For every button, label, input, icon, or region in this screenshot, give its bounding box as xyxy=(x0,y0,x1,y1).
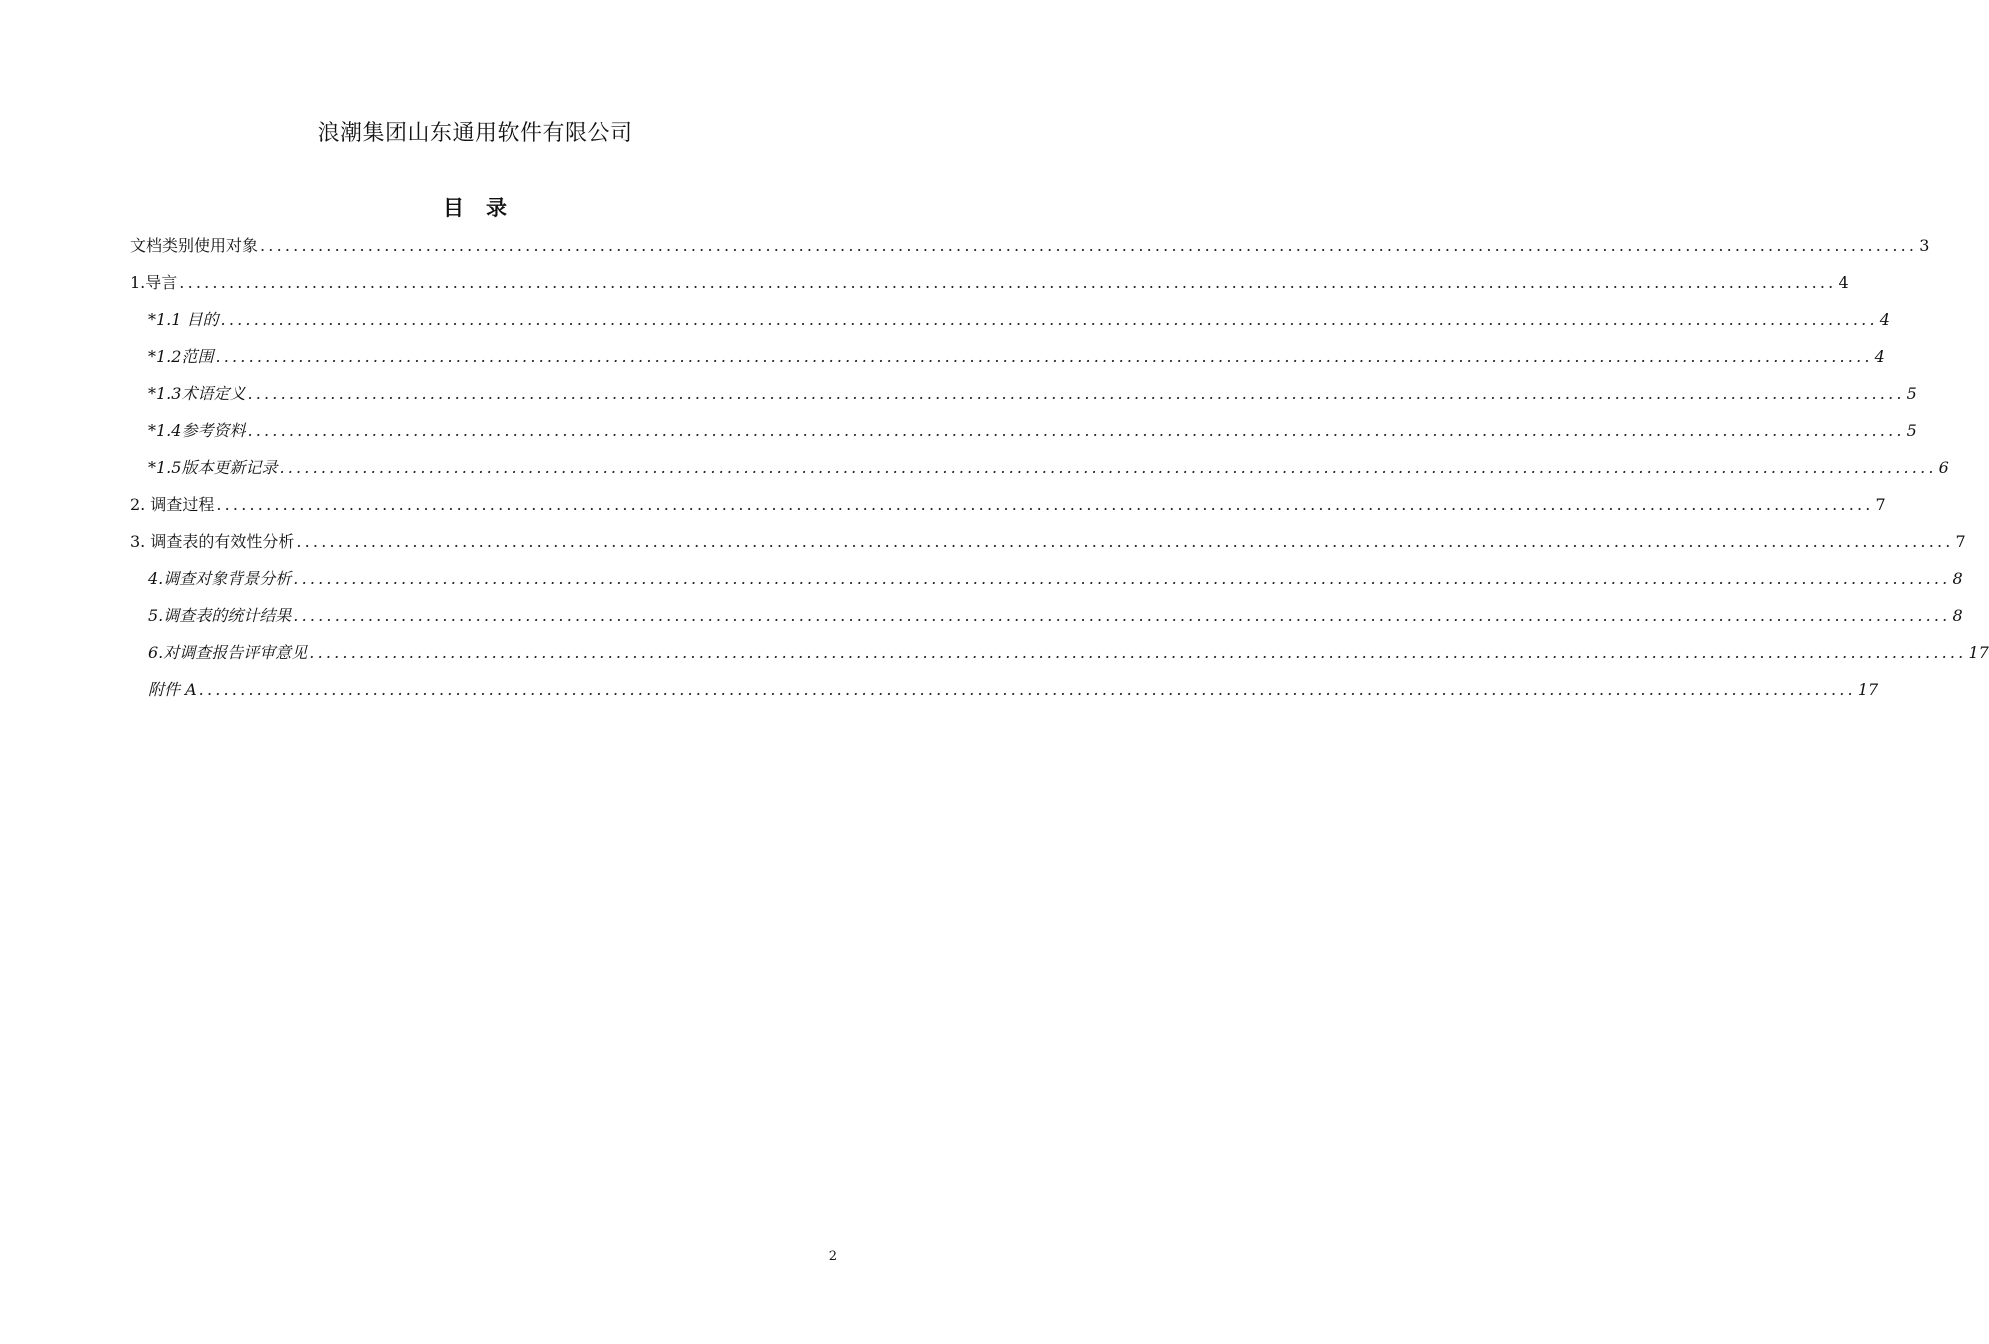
toc-entry-label: 6.对调查报告评审意见 xyxy=(148,643,308,662)
toc-entry-label: *1.3术语定义 xyxy=(148,384,246,403)
toc-leader-dots: ........................................................................................................................................................................................................ xyxy=(216,495,1874,514)
toc-leader-dots: ........................................................................................................................................................................................................ xyxy=(220,310,1878,329)
toc-entry[interactable] xyxy=(130,234,1930,271)
toc-leader-dots: ........................................................................................................................................................................................................ xyxy=(215,347,1873,366)
toc-entry-label: *1.4参考资料 xyxy=(148,421,246,440)
toc-entry[interactable] xyxy=(130,567,1963,604)
toc-entry[interactable] xyxy=(130,382,1917,419)
toc-entry-label: 附件 A xyxy=(148,680,197,699)
toc-leader-dots: ........................................................................................................................................................................................................ xyxy=(247,421,1905,440)
toc-entry-page: 17 xyxy=(1968,643,1989,662)
toc-entry-label: 3. 调查表的有效性分析 xyxy=(130,532,295,551)
toc-leader-dots: ........................................................................................................................................................................................................ xyxy=(296,532,1954,551)
page-number: 2 xyxy=(828,1249,837,1264)
toc-leader-dots: ........................................................................................................................................................................................................ xyxy=(179,273,1837,292)
toc-leader-dots: ........................................................................................................................................................................................................ xyxy=(198,680,1856,699)
toc-leader-dots: ........................................................................................................................................................................................................ xyxy=(247,384,1905,403)
toc-entry-page: 8 xyxy=(1952,606,1963,625)
toc-entry-label: 文档类别使用对象 xyxy=(130,236,259,255)
toc-entry-page: 8 xyxy=(1952,569,1963,588)
toc-entry-page: 7 xyxy=(1955,532,1966,551)
toc-entry-page: 17 xyxy=(1857,680,1879,699)
toc-entry[interactable] xyxy=(130,308,1890,345)
toc-entry-page: 5 xyxy=(1906,384,1917,403)
toc-leader-dots: ........................................................................................................................................................................................................ xyxy=(293,569,1951,588)
toc-entry[interactable] xyxy=(130,271,1849,308)
toc-entry-label: 2. 调查过程 xyxy=(130,495,215,514)
toc-leader-dots: ........................................................................................................................................................................................................ xyxy=(260,236,1918,255)
toc-entry[interactable] xyxy=(130,641,1989,678)
table-of-contents xyxy=(130,234,1989,715)
toc-entry-page: 4 xyxy=(1874,347,1885,366)
toc-entry[interactable] xyxy=(130,604,1963,641)
toc-heading xyxy=(0,192,950,222)
toc-leader-dots: ........................................................................................................................................................................................................ xyxy=(309,643,1967,662)
company-name: 浪潮集团山东通用软件有限公司 xyxy=(317,121,633,146)
toc-entry[interactable] xyxy=(130,345,1885,382)
toc-entry-page: 4 xyxy=(1838,273,1849,292)
toc-entry-label: *1.5版本更新记录 xyxy=(148,458,278,477)
toc-entry-label: 1.导言 xyxy=(130,273,178,292)
toc-entry[interactable] xyxy=(130,493,1886,530)
toc-heading-part1: 目 xyxy=(443,196,464,220)
toc-entry-page: 5 xyxy=(1906,421,1917,440)
toc-heading-part2: 录 xyxy=(486,196,507,220)
toc-entry-label: *1.1 目的 xyxy=(148,310,219,329)
toc-leader-dots: ........................................................................................................................................................................................................ xyxy=(293,606,1951,625)
toc-entry-page: 3 xyxy=(1919,236,1930,255)
toc-entry[interactable] xyxy=(130,456,1949,493)
toc-entry-label: 5.调查表的统计结果 xyxy=(148,606,292,625)
toc-leader-dots: ........................................................................................................................................................................................................ xyxy=(279,458,1937,477)
toc-entry-page: 4 xyxy=(1879,310,1890,329)
toc-entry-page: 7 xyxy=(1875,495,1886,514)
toc-entry-page: 6 xyxy=(1938,458,1949,477)
toc-entry[interactable] xyxy=(130,530,1966,567)
toc-entry-label: 4.调查对象背景分析 xyxy=(148,569,292,588)
toc-entry-label: *1.2范围 xyxy=(148,347,214,366)
toc-entry[interactable] xyxy=(130,678,1879,715)
toc-entry[interactable] xyxy=(130,419,1917,456)
